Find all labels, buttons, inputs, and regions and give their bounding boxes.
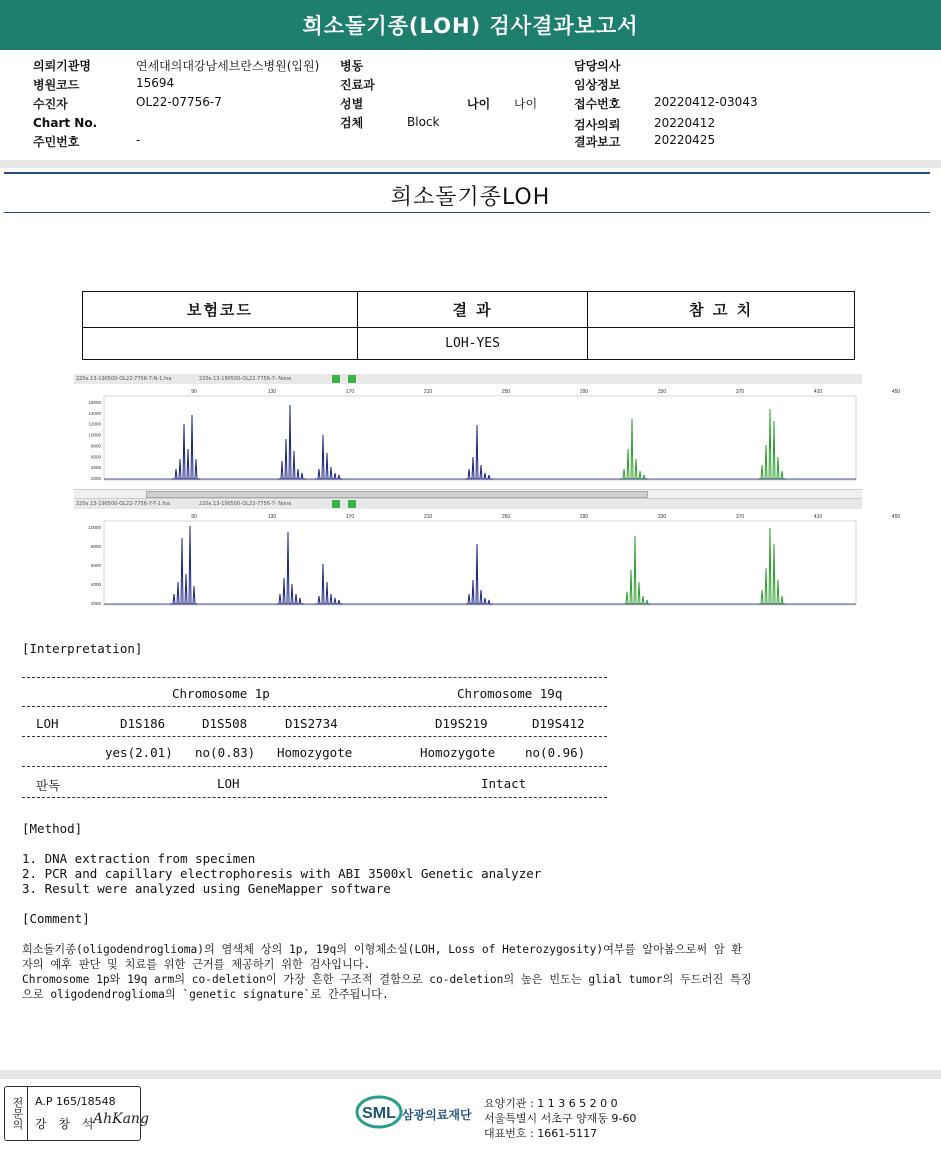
label-patient: 수진자 [33,97,68,111]
result-table-row [83,328,855,360]
y-tick-label: 16000 [88,400,101,405]
label-ward: 병동 [340,59,364,73]
panel-toolbar [74,374,862,384]
label-chart-no: Chart No. [33,116,98,130]
method-heading: [Method] [22,821,83,836]
comment-line: 으로 oligodendroglioma의 `genetic signature`로 간주됩니다. [22,988,389,1001]
verdict-label: 판독 [36,778,61,793]
value-report-date: 20220425 [654,133,716,147]
y-tick-label: 10000 [88,432,101,438]
header-reference: 참 고 치 [588,292,855,328]
method-line: 1. DNA extraction from specimen [22,851,256,866]
label-hospital-code: 병원코드 [33,78,80,92]
comment-line: 자의 예후 판단 및 치료를 위한 근거를 제공하기 위한 검사입니다. [22,958,371,971]
electropherogram-plot [74,384,901,486]
scrollbar-thumb[interactable] [146,491,648,498]
organization-name: 삼광의료재단 [402,1108,472,1122]
x-tick-label: 450 [891,389,901,395]
x-tick-label: 170 [345,389,355,395]
comment-line: 희소돌기종(oligodendroglioma)의 염색체 상의 1p, 19q의 이형체소실(LOH, Loss of Heterozygosity)여부를 알아봄으로써 암 환 [22,943,743,956]
y-tick-label: 2000 [90,476,101,481]
y-tick-label: 14000 [88,410,101,416]
method-line: 2. PCR and capillary electrophoresis with ABI 3500xl Genetic analyzer [22,866,542,881]
footer-line: 서울특별시 서초구 양재동 9-60 [484,1112,637,1125]
header-insurance-code: 보험코드 [83,292,358,328]
cell-insurance-code [83,328,358,360]
label-resident-number: 주민번호 [33,135,80,149]
y-tick-label: 4000 [90,465,101,471]
label-requesting-institution: 의뢰기관명 [33,59,91,73]
marker-d1s186: D1S186 [120,716,166,731]
comment-line: Chromosome 1p와 19q arm의 co-deletion이 가장 흔한 구조적 결함으로 co-deletion의 높은 빈도는 glial tumor의 두드러진 특징 [22,973,752,986]
comment-heading: [Comment] [22,911,90,926]
result-table-header-row [83,292,855,328]
cell-reference [588,328,855,360]
label-receipt-number: 접수번호 [574,97,621,111]
panel-toolbar [74,499,862,509]
panel-tab-b: 220x.13-190500-OL22-7756-7- None [199,376,292,382]
title-rule-bottom [4,212,930,213]
header-result: 결 과 [357,292,587,328]
label-department: 진료과 [340,78,375,92]
result-d1s2734: Homozygote [277,745,353,760]
interpretation-heading: [Interpretation] [22,641,143,656]
verdict-chromosome-19q: Intact [481,776,527,791]
x-tick-label: 410 [813,514,823,520]
marker-d1s508: D1S508 [202,716,248,731]
dashed-rule [22,706,607,707]
y-tick-label: 12000 [88,421,101,427]
report-banner-title: 희소돌기종(LOH) 검사결과보고서 [0,0,941,50]
method-line: 3. Result were analyzed using GeneMapper software [22,881,391,896]
dashed-rule [22,766,607,767]
chromosome-1p-label: Chromosome 1p [172,686,270,701]
electropherogram-panel-tumor [74,499,901,611]
x-tick-label: 330 [657,389,667,395]
header-separator [0,160,941,168]
panel-tab-b: 220x.13-190500-OL22-7756-7- None [199,501,292,507]
x-tick-label: 290 [579,389,589,395]
marker-d1s2734: D1S2734 [285,716,338,731]
title-rule-top [4,172,930,174]
dashed-rule [22,736,607,737]
label-age: 나이 [467,97,491,111]
value-requesting-institution: 연세대의대강남세브란스병원(입원) [136,59,320,73]
doctor-name: 강 창 석 [35,1117,98,1131]
panel-tab-a: 220x.13-190500-OL22-7756-7-T-1.fsa [76,501,170,507]
y-tick-label: 4000 [90,582,101,587]
marker-d19s219: D19S219 [435,716,488,731]
label-specimen: 검체 [340,116,364,130]
label-clinical-info: 임상정보 [574,78,621,92]
result-d19s412: no(0.96) [525,745,586,760]
horizontal-scrollbar[interactable] [74,489,862,499]
x-tick-label: 130 [267,389,277,395]
value-age: 나이 [514,97,538,111]
electropherogram-panel-normal [74,374,901,486]
result-d1s186: yes(2.01) [105,745,173,760]
green-square-icon [332,500,340,508]
value-specimen: Block [407,115,440,129]
result-d19s219: Homozygote [420,745,496,760]
specialist-signature-box [4,1086,149,1141]
x-tick-label: 210 [423,514,433,520]
y-tick-label: 6000 [90,563,101,568]
electropherogram-plot [74,509,901,611]
x-tick-label: 290 [579,514,589,520]
x-tick-label: 170 [345,514,355,520]
x-tick-label: 330 [657,514,667,520]
y-tick-label: 8000 [90,443,101,449]
green-square-icon [332,375,340,383]
result-table [82,291,855,360]
label-sex: 성별 [340,97,364,111]
sml-logo-icon [355,1094,403,1130]
x-tick-label: 210 [423,389,433,395]
cell-result: LOH-YES [357,328,587,360]
ap-number: A.P 165/18548 [35,1095,116,1108]
x-tick-label: 130 [267,514,277,520]
footer-line: 대표번호 : 1661-5117 [484,1127,598,1140]
verdict-chromosome-1p: LOH [217,776,240,791]
footer-line: 요양기관 : 1 1 3 6 5 2 0 0 [484,1097,618,1110]
marker-d19s412: D19S412 [532,716,585,731]
chromosome-19q-label: Chromosome 19q [457,686,563,701]
x-tick-label: 370 [735,389,745,395]
y-tick-label: 10000 [88,525,101,530]
value-resident-number: - [136,133,141,147]
x-tick-label: 90 [191,389,197,395]
label-report-date: 결과보고 [574,135,621,149]
specialist-label: 전문의 [5,1087,28,1140]
report-title: 희소돌기종LOH [390,185,551,210]
dashed-rule [22,797,607,798]
x-tick-label: 450 [891,514,901,520]
footer-separator [0,1070,941,1079]
dashed-rule [22,677,607,678]
x-tick-label: 90 [191,514,197,520]
loh-row-label: LOH [36,716,59,731]
x-tick-label: 250 [501,389,511,395]
green-square-icon [348,375,356,383]
value-patient: OL22-07756-7 [136,95,222,109]
label-test-request-date: 검사의뢰 [574,118,621,132]
green-square-icon [348,500,356,508]
value-receipt-number: 20220412-03043 [654,95,758,109]
x-tick-label: 370 [735,514,745,520]
result-d1s508: no(0.83) [195,745,256,760]
panel-tab-a: 220x.13-190500-OL22-7756-7-N-1.fsa [76,376,172,382]
value-hospital-code: 15694 [136,76,175,90]
label-attending-doctor: 담당의사 [574,59,621,73]
y-tick-label: 2000 [90,601,101,606]
x-tick-label: 250 [501,514,511,520]
x-tick-label: 410 [813,389,823,395]
y-tick-label: 6000 [90,454,101,460]
svg-text:SML: SML [362,1105,396,1122]
doctor-signature: AhKang [93,1111,149,1127]
value-test-request-date: 20220412 [654,116,716,130]
y-tick-label: 8000 [90,544,101,549]
